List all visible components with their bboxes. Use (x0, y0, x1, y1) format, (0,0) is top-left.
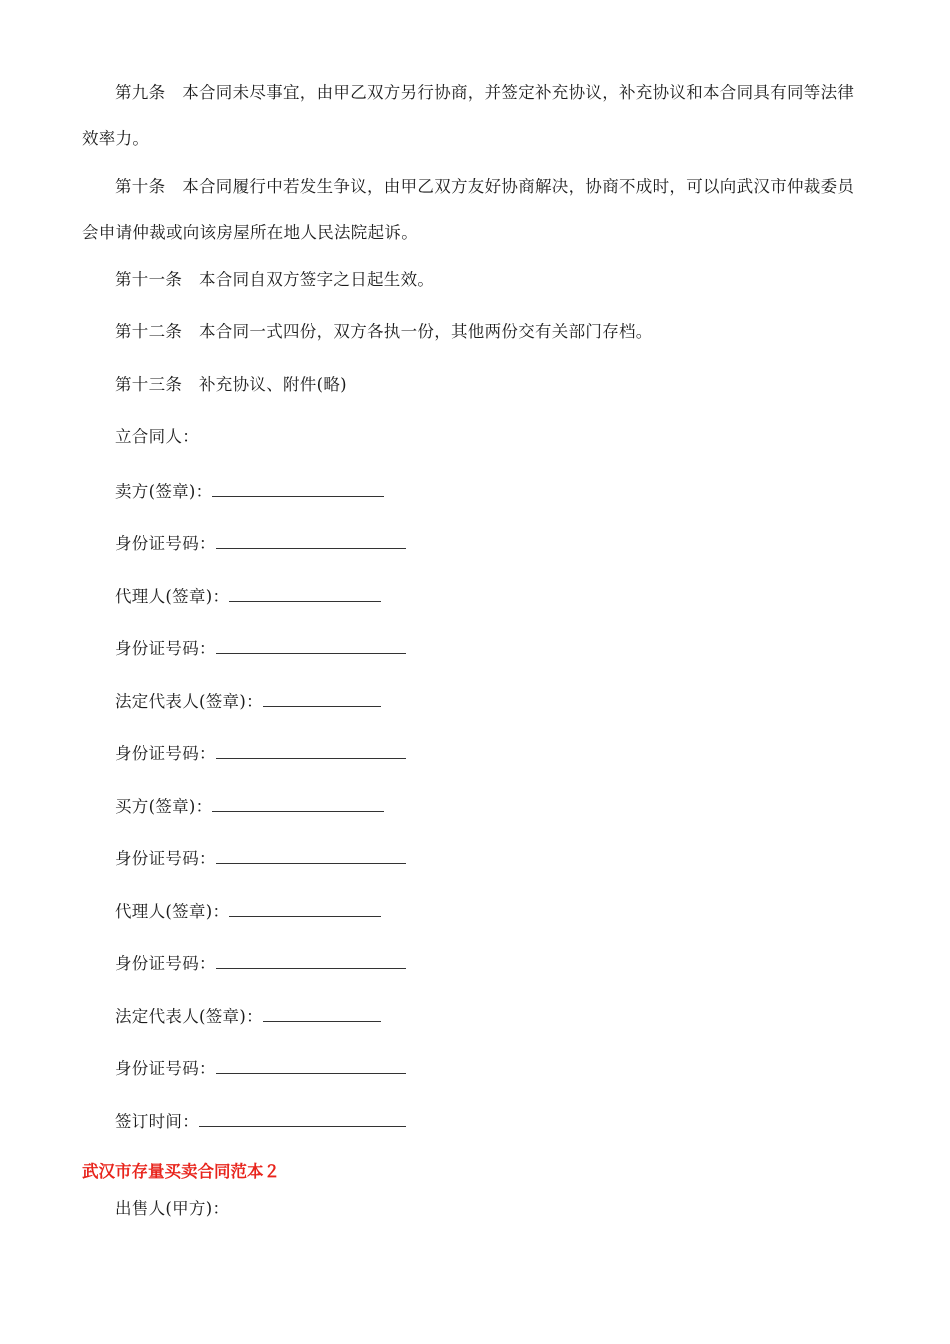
seller-agent-id-blank[interactable] (216, 635, 406, 654)
buyer-agent-blank[interactable] (229, 898, 381, 917)
article-12: 第十二条 本合同一式四份，双方各执一份，其他两份交有关部门存档。 (115, 322, 653, 341)
seller-id-blank[interactable] (216, 530, 406, 549)
seller-legal-rep-id-blank[interactable] (216, 740, 406, 759)
seller-agent-line (115, 583, 381, 609)
buyer-legal-rep-blank[interactable] (263, 1003, 381, 1022)
seller-agent-label: 代理人(签章)： (115, 587, 230, 606)
article-10: 第十条 本合同履行中若发生争议，由甲乙双方友好协商解决，协商不成时，可以向武汉市仲裁委员会申请仲裁或向该房屋所在地人民法院起诉。 (82, 177, 855, 242)
buyer-legal-rep-line (115, 1003, 381, 1029)
buyer-agent-id-label: 身份证号码： (115, 954, 216, 973)
buyer-legal-rep-label: 法定代表人(签章)： (115, 1007, 263, 1026)
seller-id-line (115, 530, 406, 556)
article-11: 第十一条 本合同自双方签字之日起生效。 (115, 270, 435, 289)
buyer-signature-line (115, 793, 384, 819)
seller-id-label: 身份证号码： (115, 534, 216, 553)
buyer-agent-label: 代理人(签章)： (115, 902, 230, 921)
seller-signature-blank[interactable] (212, 478, 384, 497)
seller-legal-rep-label: 法定代表人(签章)： (115, 692, 263, 711)
seller-legal-rep-id-line (115, 740, 406, 766)
seller-agent-blank[interactable] (229, 583, 381, 602)
seller-legal-rep-blank[interactable] (263, 688, 381, 707)
buyer-agent-id-line (115, 950, 406, 976)
buyer-legal-rep-id-label: 身份证号码： (115, 1059, 216, 1078)
buyer-signature-label: 买方(签章)： (115, 797, 213, 816)
sign-date-line (115, 1108, 406, 1134)
buyer-id-label: 身份证号码： (115, 849, 216, 868)
buyer-id-line (115, 845, 406, 871)
seller-agent-id-line (115, 635, 406, 661)
buyer-legal-rep-id-line (115, 1055, 406, 1081)
buyer-signature-blank[interactable] (212, 793, 384, 812)
seller-agent-id-label: 身份证号码： (115, 639, 216, 658)
buyer-id-blank[interactable] (216, 845, 406, 864)
section-2-heading: 武汉市存量买卖合同范本２ (82, 1162, 280, 1181)
sign-date-blank[interactable] (199, 1108, 406, 1127)
seller-legal-rep-line (115, 688, 381, 714)
seller-party-a-label: 出售人(甲方)： (115, 1199, 230, 1218)
buyer-agent-line (115, 898, 381, 924)
article-13: 第十三条 补充协议、附件(略) (115, 375, 347, 394)
seller-legal-rep-id-label: 身份证号码： (115, 744, 216, 763)
article-9: 第九条 本合同未尽事宜，由甲乙双方另行协商，并签定补充协议，补充协议和本合同具有同等法律效率力。 (82, 83, 855, 148)
sign-date-label: 签订时间： (115, 1112, 199, 1131)
buyer-agent-id-blank[interactable] (216, 950, 406, 969)
seller-signature-line (115, 478, 384, 504)
buyer-legal-rep-id-blank[interactable] (216, 1055, 406, 1074)
signatories-title: 立合同人： (115, 427, 199, 446)
seller-signature-label: 卖方(签章)： (115, 482, 213, 501)
